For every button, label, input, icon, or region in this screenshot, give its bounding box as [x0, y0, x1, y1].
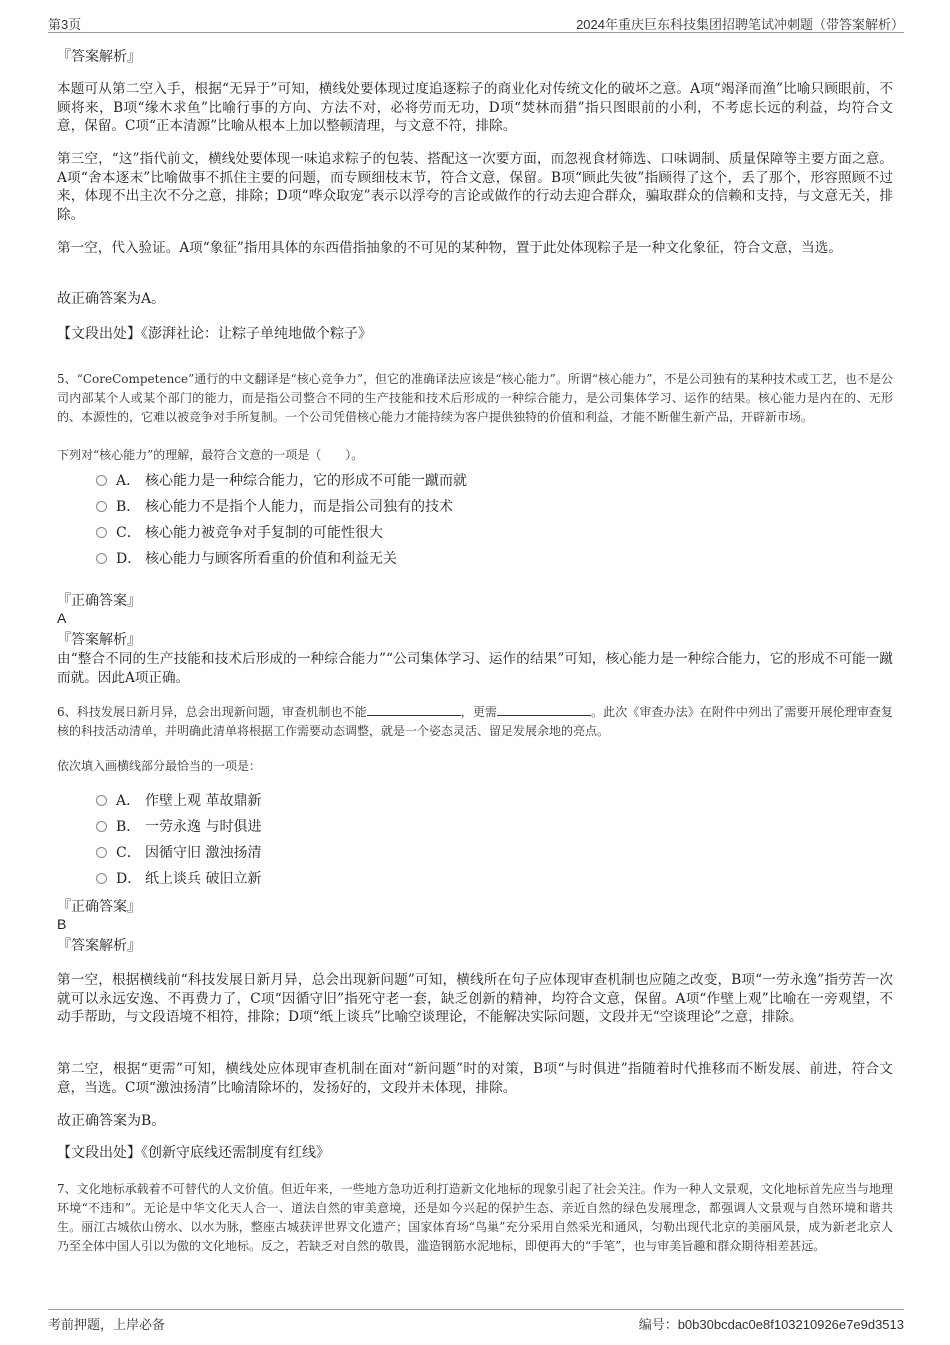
radio-button[interactable] [96, 527, 107, 538]
q6-answer: B [57, 916, 67, 932]
option-text: 作壁上观 革故鼎新 [145, 793, 262, 809]
q6-analysis-para1: 第一空，根据横线前“科技发展日新月异，总会出现新问题”可知，横线所在句子应体现审查机制也应随之改变，B项“一劳永逸”指劳苦一次就可以永远安逸、不再费力了，C项“因循守旧”指死守老一套，缺乏创新的精神，均符合文意，保留。A项“作壁上观”比喻在一旁观望，不动手帮助，与文段语境不相符，排除；D项“纸上谈兵”比喻空谈理论，不能解决实际问题，文段并无“空谈理论”之意，排除。 [57, 972, 893, 1025]
q6-option-b[interactable] [96, 815, 261, 839]
option-text: 核心能力是一种综合能力，它的形成不可能一蹴而就 [145, 473, 467, 489]
q6-answer-label: 『正确答案』 [57, 899, 141, 915]
option-text: 核心能力不是指个人能力，而是指公司独有的技术 [145, 499, 453, 515]
q5-prompt: 下列对“核心能力”的理解，最符合文意的一项是（ ）。 [57, 448, 364, 462]
q5-option-a[interactable] [96, 469, 467, 493]
q6-analysis-label: 『答案解析』 [57, 938, 141, 954]
q6-stem-part2: ，更需 [460, 705, 498, 719]
q4-source: 【文段出处】《澎湃社论：让粽子单纯地做个粽子》 [57, 326, 372, 342]
option-key: C． [116, 845, 141, 861]
option-key: D． [116, 871, 142, 887]
q6-stem-part3: 。此次《审查办法》在附件中列出了需要开展伦理审查复核的科技活动清单，并明确此清单将根据工作需要动态调整，就是一个姿态灵活、留足发展余地的亮点。 [57, 705, 893, 738]
q6-option-a[interactable] [96, 789, 261, 813]
radio-button[interactable] [96, 821, 107, 832]
document-title: 2024年重庆巨东科技集团招聘笔试冲刺题（带答案解析） [576, 17, 904, 32]
option-key: A． [116, 793, 141, 809]
document-id: 编号：b0b30bcdac0e8f103210926e7e9d3513 [638, 1317, 904, 1332]
q6-analysis-para2: 第二空，根据“更需”可知，横线处应体现审查机制在面对“新问题”时的对策，B项“与时俱进”指随着时代推移而不断发展、前进，符合文意，当选。C项“激浊扬清”比喻清除坏的，发扬好的，文段并未体现，排除。 [57, 1061, 893, 1096]
page-header [48, 12, 904, 33]
radio-button[interactable] [96, 873, 107, 884]
q6-conclusion: 故正确答案为B。 [57, 1113, 166, 1129]
option-text: 核心能力被竞争对手复制的可能性很大 [145, 525, 383, 541]
fill-blank-2 [497, 704, 591, 716]
q6-source: 【文段出处】《创新守底线还需制度有红线》 [57, 1145, 330, 1161]
q6-prompt: 依次填入画横线部分最恰当的一项是： [57, 759, 262, 773]
option-key: D． [116, 551, 142, 567]
q5-answer-label: 『正确答案』 [57, 593, 141, 609]
radio-button[interactable] [96, 475, 107, 486]
q4-analysis-label: 『答案解析』 [57, 49, 141, 65]
option-key: B． [116, 499, 141, 515]
q5-option-c[interactable] [96, 521, 383, 545]
option-text: 核心能力与顾客所看重的价值和利益无关 [145, 551, 397, 567]
radio-button[interactable] [96, 795, 107, 806]
q4-analysis-para1: 本题可从第二空入手，根据“无异于”可知，横线处要体现过度追逐粽子的商业化对传统文化的破坏之意。A项“竭泽而渔”比喻只顾眼前，不顾将来，B项“缘木求鱼”比喻行事的方向、方法不对，必将劳而无功，D项“焚林而猎”指只图眼前的小利，不考虑长远的利益，均符合文意，保留。C项“正本清源”比喻从根本上加以整顿清理，与文意不符，排除。 [57, 81, 893, 134]
radio-button[interactable] [96, 553, 107, 564]
option-key: B． [116, 819, 141, 835]
option-text: 纸上谈兵 破旧立新 [145, 871, 262, 887]
option-key: A． [116, 473, 141, 489]
q4-analysis-para2: 第三空，“这”指代前文，横线处要体现一味追求粽子的包装、搭配这一次要方面，而忽视食材筛选、口味调制、质量保障等主要方面之意。A项“舍本逐末”比喻做事不抓住主要的问题，而专顾细枝末节，符合文意，保留。B项“顾此失彼”指顾得了这个，丢了那个，形容照顾不过来，体现不出主次不分之意，排除；D项“哗众取宠”表示以浮夸的言论或做作的行动去迎合群众，骗取群众的信赖和支持，与文意无关，排除。 [57, 151, 893, 223]
option-text: 因循守旧 激浊扬清 [145, 845, 262, 861]
q6-stem-part1: 6、科技发展日新月异，总会出现新问题，审查机制也不能 [57, 705, 367, 719]
fill-blank-1 [367, 704, 461, 716]
q6-stem [57, 703, 893, 741]
q4-conclusion: 故正确答案为A。 [57, 291, 166, 307]
page-number: 第3页 [48, 17, 82, 32]
option-key: C． [116, 525, 141, 541]
q5-answer: A [57, 610, 67, 626]
q5-option-b[interactable] [96, 495, 453, 519]
q6-option-c[interactable] [96, 841, 261, 865]
q5-option-d[interactable] [96, 547, 397, 571]
q5-analysis: 由“整合不同的生产技能和技术后形成的一种综合能力”“公司集体学习、运作的结果”可知，核心能力是一种综合能力，它的形成不可能一蹴而就。因此A项正确。 [57, 651, 893, 686]
q5-stem: 5、“CoreCompetence”通行的中文翻译是“核心竞争力”，但它的准确译法应该是“核心能力”。所谓“核心能力”，不是公司独有的某种技术或工艺，也不是公司内部某个人或某个部门的能力，而是指公司整合不同的生产技能和技术后形成的一种综合能力，是公司集体学习、运作的结果。核心能力是内在的、无形的、本源性的，它难以被竞争对手所复制。一个公司凭借核心能力才能持续为客户提供独特的价值和利益，才能不断催生新产品，开辟新市场。 [57, 372, 893, 424]
option-text: 一劳永逸 与时俱进 [145, 819, 262, 835]
q4-analysis-para3: 第一空，代入验证。A项“象征”指用具体的东西借指抽象的不可见的某种物，置于此处体现粽子是一种文化象征，符合文意，当选。 [57, 240, 842, 256]
radio-button[interactable] [96, 847, 107, 858]
q5-analysis-label: 『答案解析』 [57, 632, 141, 648]
q6-option-d[interactable] [96, 867, 261, 891]
radio-button[interactable] [96, 501, 107, 512]
footer-slogan: 考前押题，上岸必备 [48, 1317, 166, 1332]
page-footer [48, 1309, 904, 1336]
q7-stem: 7、文化地标承载着不可替代的人文价值。但近年来，一些地方急功近利打造新文化地标的现象引起了社会关注。作为一种人文景观，文化地标首先应当与地理环境“不违和”。无论是中华文化天人合一、道法自然的审美意境，还是如今兴起的保护生态、亲近自然的绿色发展理念，都强调人文景观与自然环境和谐共生。丽江古城依山傍水、以水为脉，整座古城获评世界文化遗产；国家体育场“鸟巢”充分采用自然采光和通风，匀勒出现代北京的美丽风景，成为新老北京人乃至全体中国人引以为傲的文化地标。反之，若缺乏对自然的敬畏，滥造钢筋水泥地标，即便再大的“手笔”，也与审美旨趣和群众期待相差甚远。 [57, 1182, 893, 1253]
